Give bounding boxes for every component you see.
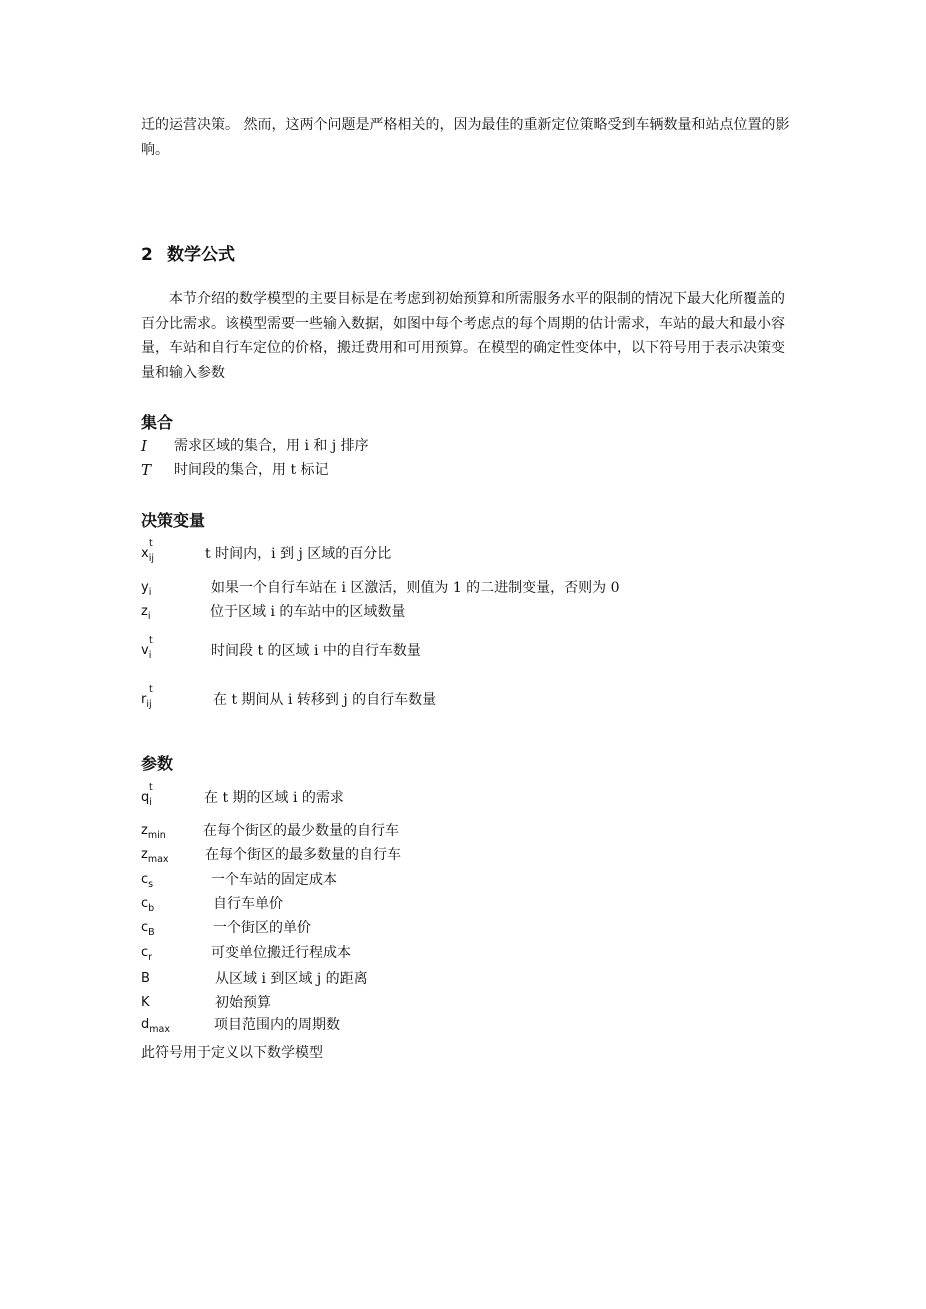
- parameter-description: 可变单位搬迁行程成本: [211, 945, 351, 961]
- parameter-description: 在 t 期的区域 i 的需求: [204, 790, 344, 806]
- parameter-symbol: B: [141, 971, 150, 986]
- parameter-description: 初始预算: [215, 995, 271, 1011]
- parameter-symbol: $z_{min}$: [141, 823, 166, 841]
- parameter-symbol: $c_B$: [141, 920, 155, 938]
- sets-heading: 集合: [141, 413, 174, 432]
- parameters-heading: 参数: [141, 754, 174, 773]
- variable-symbol: r t $_{ij}$: [141, 684, 153, 710]
- set-symbol: T: [141, 461, 152, 479]
- parameter-symbol: $c_r$: [141, 945, 153, 963]
- variable-symbol: $z_i$: [141, 604, 151, 622]
- variable-description: 如果一个自行车站在 i 区激活，则值为 1 的二进制变量，否则为 0: [211, 580, 620, 596]
- variable-symbol: v t $_i$: [141, 635, 153, 661]
- variable-description: 位于区域 i 的车站中的区域数量: [210, 604, 406, 620]
- section-title: 数学公式: [167, 245, 235, 265]
- variable-description: 在 t 期间从 i 转移到 j 的自行车数量: [213, 692, 437, 708]
- parameter-symbol: $c_b$: [141, 896, 155, 914]
- parameter-description: 项目范围内的周期数: [214, 1017, 340, 1033]
- closing-line: 此符号用于定义以下数学模型: [141, 1045, 323, 1061]
- parameter-symbol: $d_{max}$: [141, 1017, 170, 1035]
- set-description: 时间段的集合，用 t 标记: [174, 462, 329, 478]
- intro-paragraph: 迁的运营决策。 然而，这两个问题是严格相关的，因为最佳的重新定位策略受到车辆数量和站点位置的影响。: [141, 117, 790, 158]
- parameter-symbol: q t $_i$: [141, 782, 153, 808]
- variable-description: 时间段 t 的区域 i 中的自行车数量: [211, 643, 421, 659]
- parameter-symbol: $z_{max}$: [141, 847, 169, 865]
- parameter-description: 在每个街区的最少数量的自行车: [203, 823, 399, 839]
- variable-symbol: x t $_{ij}$: [141, 538, 154, 564]
- section-heading: [141, 240, 235, 265]
- parameter-symbol: $c_s$: [141, 872, 154, 890]
- parameter-description: 一个车站的固定成本: [211, 872, 337, 888]
- set-description: 需求区域的集合，用 i 和 j 排序: [174, 438, 369, 454]
- section-paragraph: 本节介绍的数学模型的主要目标是在考虑到初始预算和所需服务水平的限制的情况下最大化所覆盖的百分比需求。该模型需要一些输入数据，如图中每个考虑点的每个周期的估计需求，车站的最大和最小容量，车站和自行车定位的价格，搬迁费用和可用预算。在模型的确定性变体中，以下符号用于表示决策变量和输入参数: [141, 291, 785, 381]
- variable-description: t 时间内，i 到 j 区域的百分比: [205, 546, 392, 562]
- parameter-description: 从区域 i 到区域 j 的距离: [215, 971, 368, 987]
- variable-symbol: $y_i$: [141, 580, 152, 598]
- parameter-symbol: K: [141, 995, 150, 1010]
- decision-variables-heading: 决策变量: [141, 511, 206, 530]
- section-number: 2: [141, 245, 153, 265]
- parameter-description: 一个街区的单价: [213, 920, 311, 936]
- parameter-description: 自行车单价: [213, 896, 283, 912]
- set-symbol: I: [141, 437, 147, 455]
- parameter-description: 在每个街区的最多数量的自行车: [205, 847, 401, 863]
